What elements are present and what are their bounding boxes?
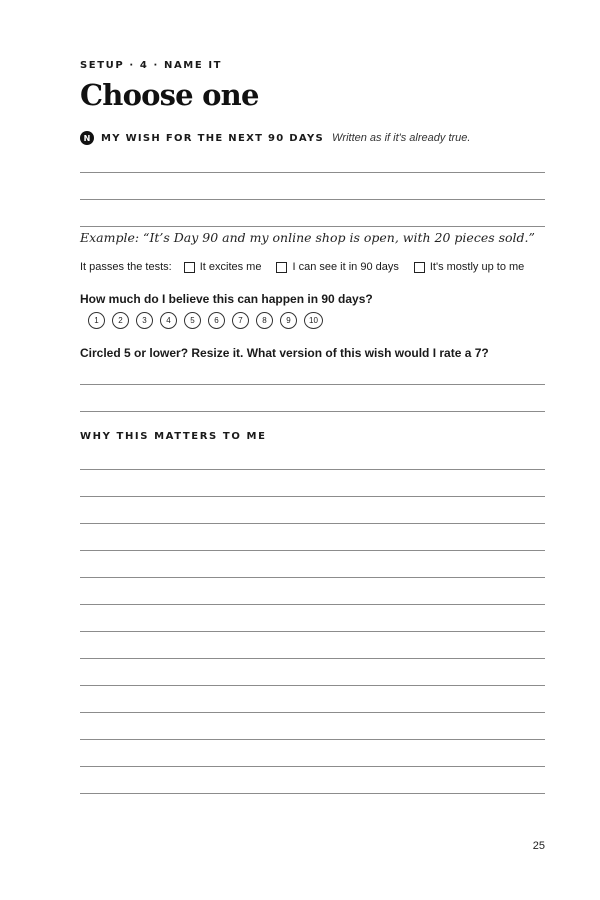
- workbook-page: [80, 0, 545, 900]
- wish-writing-line-3[interactable]: [80, 226, 545, 227]
- checkbox-excites[interactable]: [184, 262, 195, 273]
- wish-label: MY WISH FOR THE NEXT 90 DAYS: [101, 132, 325, 144]
- matters-writing-line-4[interactable]: [80, 550, 545, 551]
- scale-option-4[interactable]: 4: [160, 312, 177, 329]
- page-number: 25: [532, 840, 545, 852]
- test-see-it[interactable]: [276, 261, 398, 273]
- checkbox-see-it[interactable]: [276, 262, 287, 273]
- matters-writing-line-11[interactable]: [80, 739, 545, 740]
- scale-option-2[interactable]: 2: [112, 312, 129, 329]
- matters-writing-line-3[interactable]: [80, 523, 545, 524]
- scale-option-3[interactable]: 3: [136, 312, 153, 329]
- matters-writing-line-5[interactable]: [80, 577, 545, 578]
- wish-heading: [80, 131, 470, 145]
- matters-writing-line-8[interactable]: [80, 658, 545, 659]
- wish-hint: Written as if it's already true.: [332, 132, 471, 144]
- test-excites[interactable]: [184, 261, 262, 273]
- section-eyebrow: SETUP · 4 · NAME IT: [80, 60, 223, 71]
- test-label-excites: It excites me: [199, 261, 262, 273]
- test-label-up-to-me: It's mostly up to me: [429, 261, 525, 273]
- belief-scale: [88, 312, 330, 329]
- matters-writing-line-1[interactable]: [80, 469, 545, 470]
- wish-writing-line-2[interactable]: [80, 199, 545, 200]
- scale-option-5[interactable]: 5: [184, 312, 201, 329]
- tests-label: It passes the tests:: [80, 261, 172, 273]
- wish-writing-line-1[interactable]: [80, 172, 545, 173]
- matters-heading: WHY THIS MATTERS TO ME: [80, 431, 267, 442]
- tests-row: [80, 261, 539, 273]
- n-badge-icon: N: [80, 131, 94, 145]
- matters-writing-line-6[interactable]: [80, 604, 545, 605]
- resize-writing-line-1[interactable]: [80, 384, 545, 385]
- resize-prompt: Circled 5 or lower? Resize it. What version of this wish would I rate a 7?: [80, 346, 489, 360]
- checkbox-up-to-me[interactable]: [414, 262, 425, 273]
- matters-writing-line-12[interactable]: [80, 766, 545, 767]
- matters-writing-line-2[interactable]: [80, 496, 545, 497]
- scale-option-9[interactable]: 9: [280, 312, 297, 329]
- resize-writing-line-2[interactable]: [80, 411, 545, 412]
- scale-option-6[interactable]: 6: [208, 312, 225, 329]
- matters-writing-line-10[interactable]: [80, 712, 545, 713]
- test-up-to-me[interactable]: [414, 261, 524, 273]
- scale-option-1[interactable]: 1: [88, 312, 105, 329]
- scale-option-10[interactable]: 10: [304, 312, 323, 329]
- matters-writing-line-13[interactable]: [80, 793, 545, 794]
- scale-option-7[interactable]: 7: [232, 312, 249, 329]
- belief-question: How much do I believe this can happen in 90 days?: [80, 292, 373, 306]
- example-text: Example: “It’s Day 90 and my online shop is open, with 20 pieces sold.”: [80, 230, 535, 245]
- scale-option-8[interactable]: 8: [256, 312, 273, 329]
- page-title: Choose one: [80, 78, 259, 112]
- test-label-see-it: I can see it in 90 days: [292, 261, 399, 273]
- matters-writing-line-9[interactable]: [80, 685, 545, 686]
- matters-writing-line-7[interactable]: [80, 631, 545, 632]
